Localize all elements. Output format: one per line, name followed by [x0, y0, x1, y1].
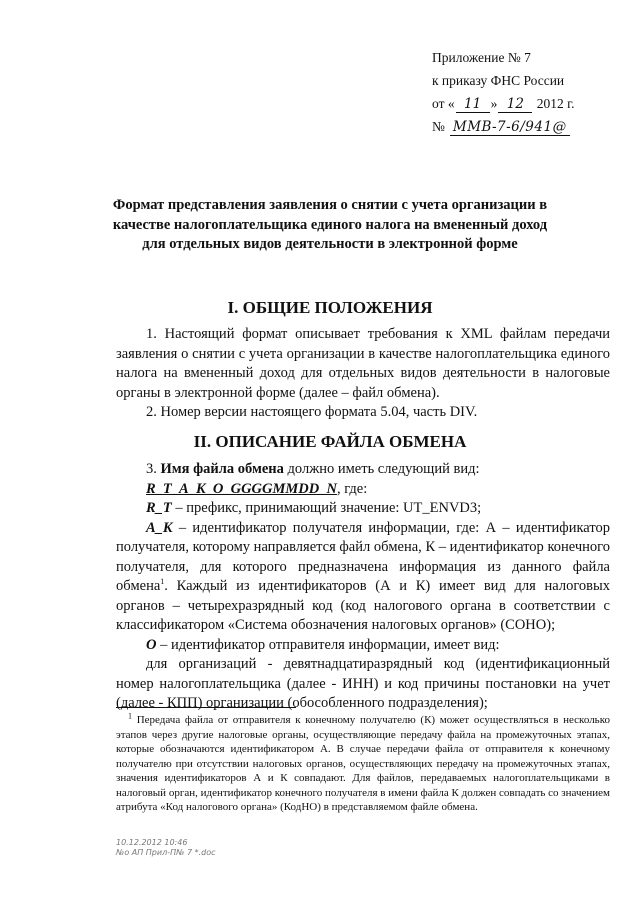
date-mid: » — [490, 96, 498, 111]
appendix-line-1: Приложение № 7 — [432, 50, 531, 65]
paragraph-2: 2. Номер версии настоящего формата 5.04, часть DIV. — [146, 404, 478, 420]
footnote-body: Передача файла от отправителя к конечному получателю (К) может осуществляться в несколько этапов через другие налоговые органы, осуществляющие передачу файла на промежуточных этапах, которые обозначаются идентификатором А. В случае передачи файла от отправителя к конечному получателю при отсутствии налоговых органов, осуществляющих передачу на промежуточных этапах, значения идентификаторов А и К совпадают. Для файлов, передаваемых налогоплательщиками в налоговый орган, идентификатор конечного получателя в имени файла К должен совпадать со значением атрибута «Код налогового органа» (КодНО) в представляемом файле обмена. — [116, 714, 610, 813]
ak-definition — [116, 519, 610, 636]
meta-line-1: 10.12.2012 10:46 — [116, 838, 188, 847]
pattern-tail: , где: — [336, 480, 368, 497]
date-year: 2012 г. — [536, 96, 575, 111]
handwritten-month: 12 — [498, 96, 532, 113]
appendix-block — [432, 46, 575, 138]
section-2-body — [116, 460, 610, 714]
title-line-2: качестве налогоплательщика единого налога на вмененный доход — [112, 216, 548, 233]
footnote-marker: 1 — [128, 711, 132, 721]
date-prefix: от « — [432, 96, 455, 111]
p3-rest: должно иметь следующий вид: — [283, 461, 480, 477]
filename-pattern — [116, 480, 610, 500]
rt-text: – префикс, принимающий значение: UT_ENVD3; — [171, 500, 482, 516]
rt-definition — [116, 499, 610, 519]
ak-text: – идентификатор получателя информации, где: А – идентификатор получателя, которому направляется файл обмена, К – идентификатор конечного получателя, для которого предназначена информация из данного файла обмена — [116, 519, 610, 594]
title-line-1: Формат представления заявления о снятии с учета организации в — [112, 197, 548, 213]
document-title — [80, 196, 580, 255]
file-meta — [116, 838, 216, 858]
number-prefix: № — [432, 119, 445, 134]
o-var: O — [146, 636, 157, 653]
ak-var: A_K — [146, 519, 173, 536]
footnote-text — [116, 713, 610, 815]
section-1-heading: I. ОБЩИЕ ПОЛОЖЕНИЯ — [227, 298, 433, 317]
p3-bold: Имя файла обмена — [160, 461, 284, 477]
appendix-number — [432, 115, 575, 138]
rt-var: R_T — [146, 500, 172, 516]
section-1-body — [116, 325, 610, 423]
footnote-divider — [116, 707, 296, 708]
pattern-var: R_T_A_K_O_GGGGMMDD_N — [146, 480, 337, 497]
handwritten-day: 11 — [456, 96, 490, 113]
o-text: – идентификатор отправителя информации, имеет вид: — [156, 636, 500, 653]
footnote — [116, 713, 610, 815]
meta-line-2: №о АП Прил-П№ 7 *.doc — [116, 848, 216, 857]
p3-number: 3. — [146, 461, 161, 477]
appendix-date — [432, 92, 575, 115]
title-line-3: для отдельных видов деятельности в электронной форме — [142, 236, 518, 252]
o-definition — [116, 636, 610, 656]
handwritten-order-number: ММВ-7-6/941@ — [450, 119, 570, 136]
ak-text-2: . Каждый из идентификаторов (А и К) имеет вид для налоговых органов – четырехразрядный код (код налогового органа в соответствии с классификатором «Система обозначения налоговых органов» (СОНО); — [116, 578, 610, 633]
org-definition: для организаций - девятнадцатиразрядный код (идентификационный номер налогоплательщика (далее - ИНН) и код причины постановки на учет (далее - КПП) организации (обособленного подразделения); — [116, 656, 610, 711]
paragraph-1: 1. Настоящий формат описывает требования к XML файлам передачи заявления о снятии с учета организации в качестве налогоплательщика единого налога на вмененный доход для отдельных видов деятельности в налоговые органы в электронной форме (далее – файл обмена). — [116, 326, 610, 401]
footnote-ref: 1 — [160, 577, 165, 587]
appendix-line-2: к приказу ФНС России — [432, 73, 565, 88]
section-2-heading: II. ОПИСАНИЕ ФАЙЛА ОБМЕНА — [193, 432, 467, 451]
paragraph-3 — [116, 460, 610, 480]
